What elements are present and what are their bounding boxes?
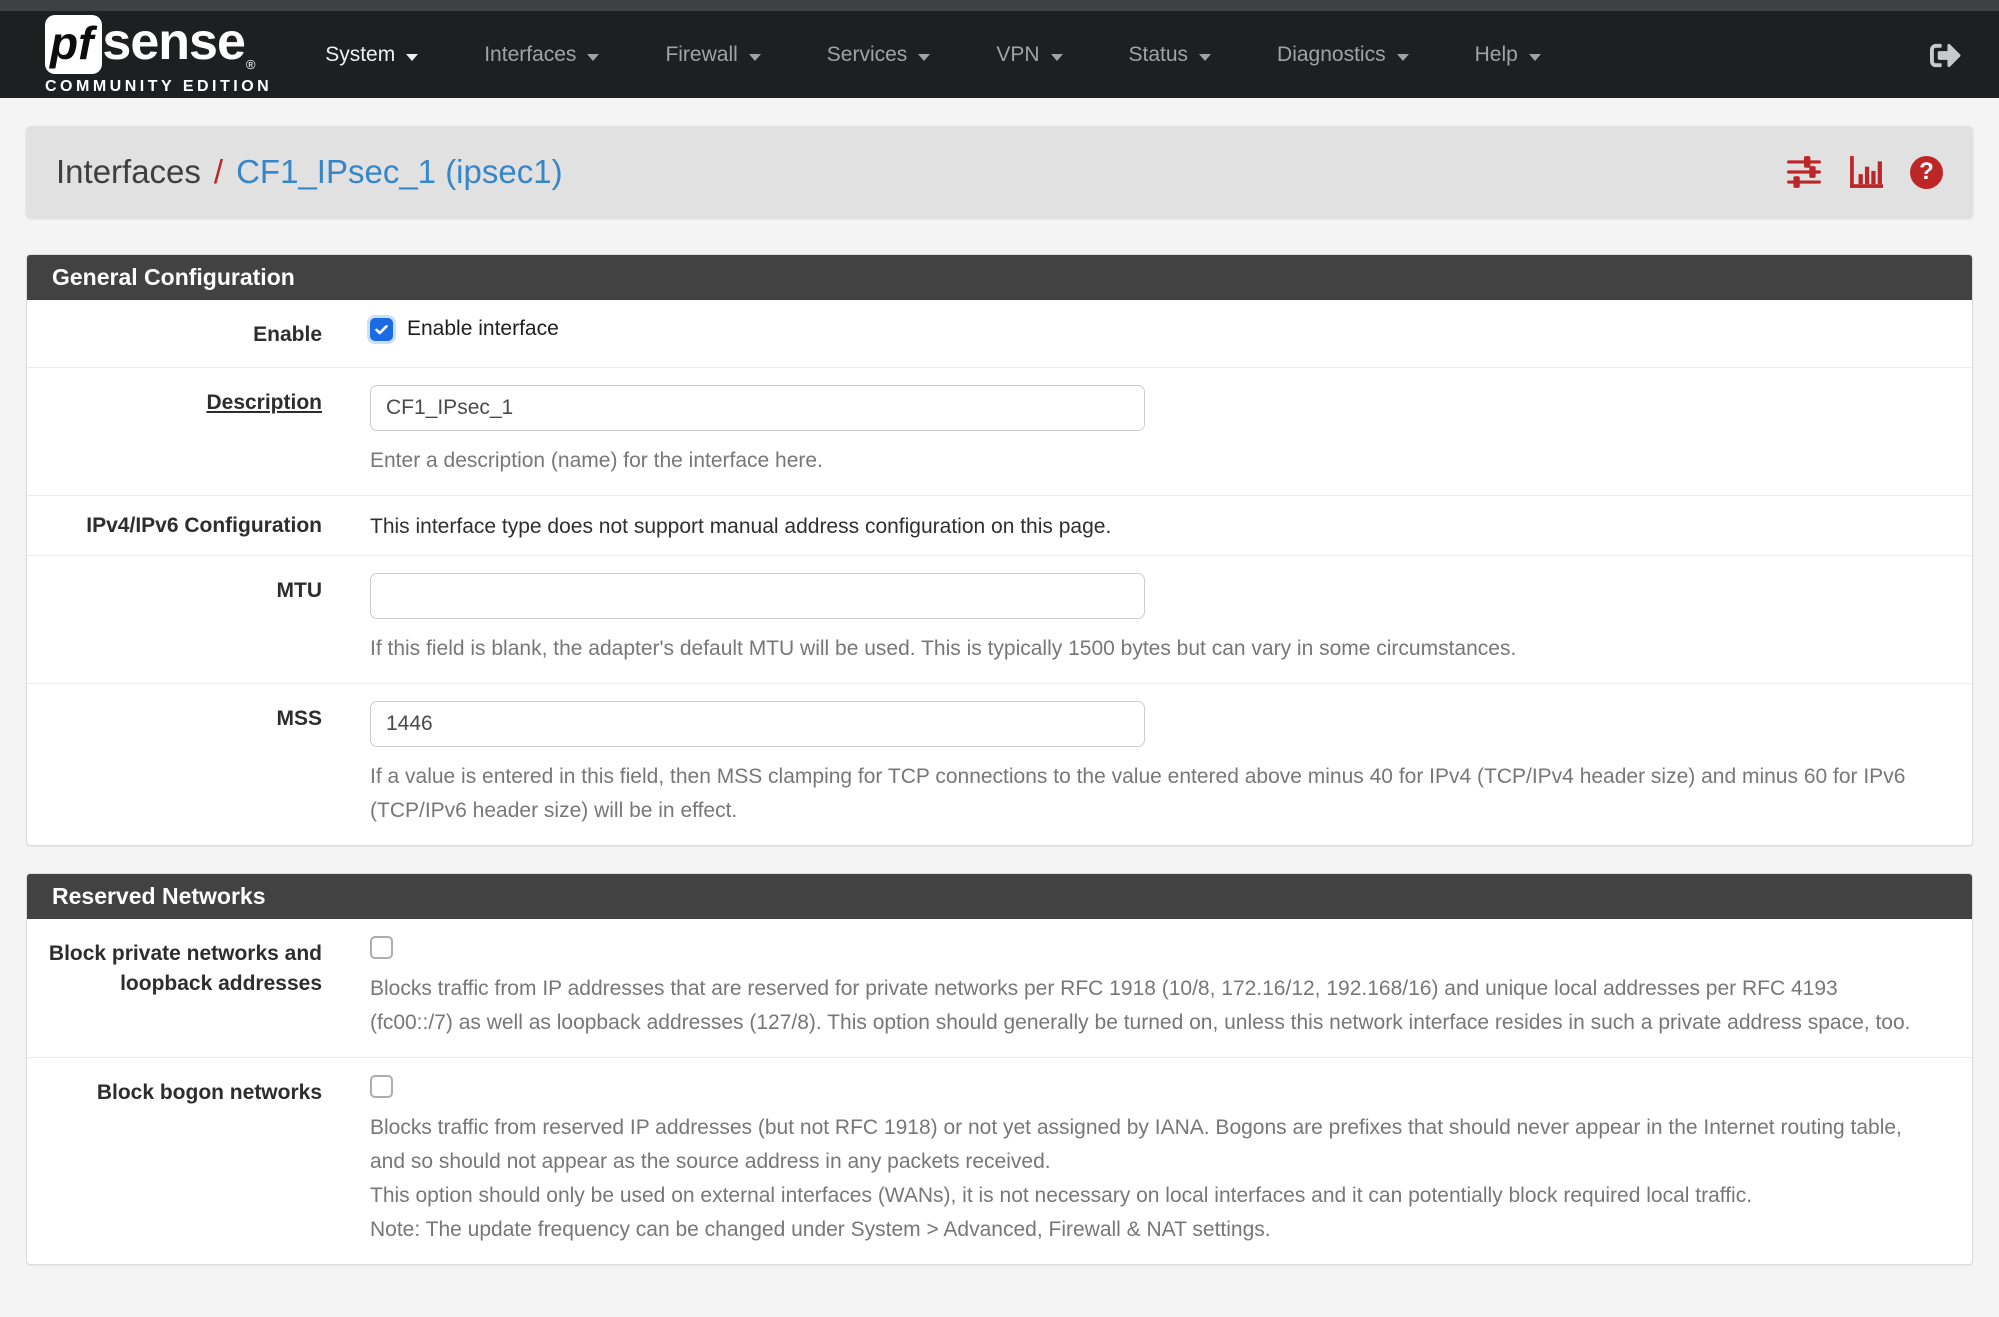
mtu-input[interactable] (370, 573, 1145, 619)
menu-item-system[interactable]: System (292, 43, 451, 67)
general-configuration-panel (26, 254, 1973, 846)
chevron-down-icon (1051, 54, 1063, 61)
block-bogon-networks-help-text (370, 1111, 1917, 1247)
ip-configuration-text: This interface type does not support manual address configuration on this page. (370, 515, 1112, 539)
description-input[interactable] (370, 385, 1145, 431)
sense-logo-text: sense (102, 12, 245, 71)
chevron-down-icon (1397, 54, 1409, 61)
chevron-down-icon (1199, 54, 1211, 61)
chevron-down-icon (1529, 54, 1541, 61)
description-help-text: Enter a description (name) for the interface here. (370, 449, 823, 473)
breadcrumb-separator: / (213, 153, 224, 190)
chevron-down-icon (587, 54, 599, 61)
mss-label: MSS (276, 706, 322, 730)
block-private-networks-checkbox[interactable] (370, 936, 393, 959)
mss-input[interactable] (370, 701, 1145, 747)
sliders-icon[interactable] (1786, 156, 1822, 188)
reserved-networks-panel (26, 873, 1973, 1265)
mss-help-text: If a value is entered in this field, then MSS clamping for TCP connections to the value entered above minus 40 for IPv4 (TCP/IPv4 header size) and minus 60 for IPv6 (TCP/IPv6 header size) will be in effect. (370, 764, 1906, 822)
community-edition-label: COMMUNITY EDITION (45, 77, 273, 95)
enable-row (27, 300, 1972, 368)
breadcrumb-bar (26, 126, 1973, 218)
sign-out-icon[interactable] (1930, 40, 1961, 71)
block-bogon-networks-checkbox[interactable] (370, 1075, 393, 1098)
block-private-networks-row (27, 919, 1972, 1058)
menu-item-vpn[interactable]: VPN (963, 43, 1095, 67)
breadcrumb-actions (1786, 156, 1943, 189)
breadcrumb-section: Interfaces (56, 153, 201, 190)
pf-logo-box: pf (45, 15, 102, 74)
block-private-networks-label: Block private networks and loopback addresses (48, 942, 322, 996)
panel-title-general-configuration: General Configuration (27, 255, 1972, 300)
registered-mark: ® (245, 56, 256, 72)
enable-interface-checkbox[interactable] (370, 318, 393, 341)
breadcrumb (56, 153, 563, 191)
menu-item-diagnostics[interactable]: Diagnostics (1244, 43, 1442, 67)
mtu-row (27, 556, 1972, 684)
enable-label: Enable (253, 323, 322, 346)
panel-title-reserved-networks: Reserved Networks (27, 874, 1972, 919)
breadcrumb-page-link[interactable]: CF1_IPsec_1 (ipsec1) (236, 153, 563, 190)
bogon-help-line-3: Note: The update frequency can be changed under System > Advanced, Firewall & NAT settings. (370, 1218, 1271, 1242)
block-bogon-networks-row (27, 1058, 1972, 1264)
description-row (27, 368, 1972, 496)
bogon-help-line-1: Blocks traffic from reserved IP addresses (but not RFC 1918) or not yet assigned by IANA. Bogons are prefixes that should never appear in the Internet routing table, and so should not appear as the source address in any packets received. (370, 1116, 1902, 1174)
menu-item-interfaces[interactable]: Interfaces (451, 43, 632, 67)
chevron-down-icon (749, 54, 761, 61)
pfsense-logo[interactable] (45, 12, 273, 96)
menu-item-help[interactable]: Help (1442, 43, 1574, 67)
chevron-down-icon (918, 54, 930, 61)
block-bogon-networks-label: Block bogon networks (96, 1081, 322, 1105)
block-private-networks-help-text: Blocks traffic from IP addresses that are reserved for private networks per RFC 1918 (10/8, 172.16/12, 192.168/16) and unique local addresses per RFC 4193 (fc00::/7) as well as loopback addresses (127/8). This option should generally be turned on, unless this network interface resides in such a private address space, too. (370, 977, 1911, 1035)
bogon-help-line-2: This option should only be used on external interfaces (WANs), it is not necessary on local interfaces and it can potentially block required local traffic. (370, 1184, 1753, 1208)
mtu-help-text: If this field is blank, the adapter's default MTU will be used. This is typically 1500 bytes but can vary in some circumstances. (370, 636, 1517, 660)
menu-item-firewall[interactable]: Firewall (632, 43, 793, 67)
enable-interface-checkbox-label: Enable interface (407, 317, 559, 340)
mss-row (27, 684, 1972, 845)
bar-chart-icon[interactable] (1849, 156, 1883, 188)
description-label: Description (206, 391, 322, 415)
top-navbar (0, 0, 1999, 98)
menu-item-services[interactable]: Services (794, 43, 964, 67)
main-menu (292, 43, 1574, 67)
chevron-down-icon (406, 54, 418, 61)
menu-item-status[interactable]: Status (1096, 43, 1245, 67)
mtu-label: MTU (276, 578, 322, 602)
ip-configuration-label: IPv4/IPv6 Configuration (86, 514, 322, 538)
ip-configuration-row (27, 496, 1972, 556)
help-icon[interactable]: ? (1910, 156, 1943, 189)
